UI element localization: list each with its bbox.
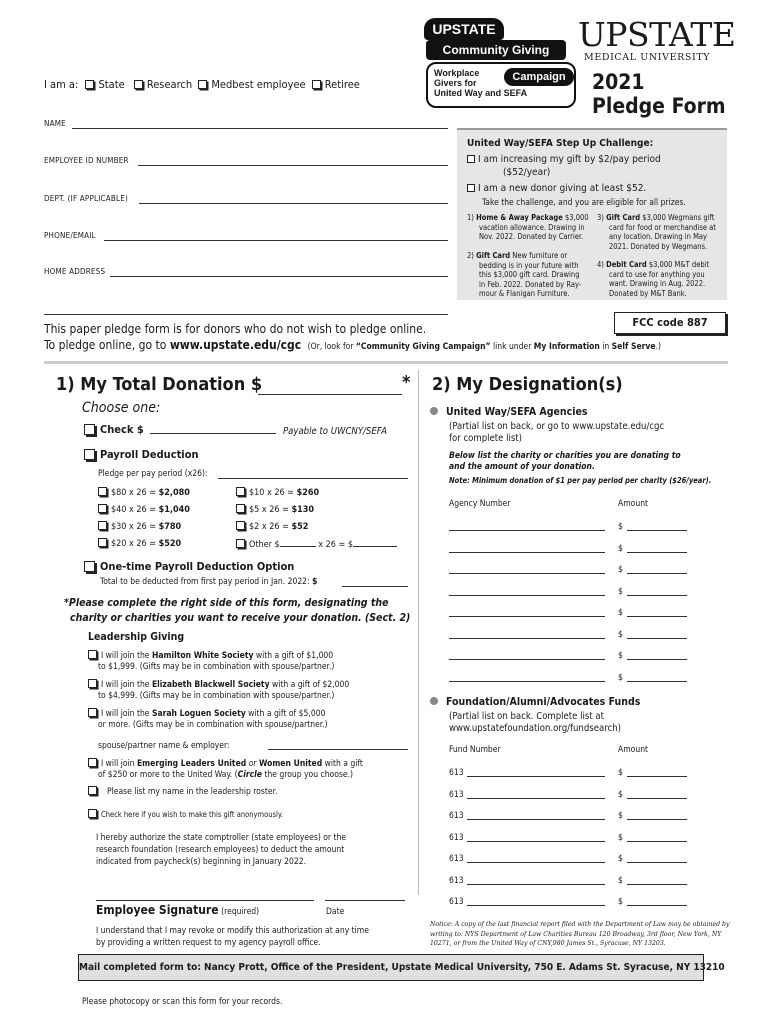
dept-label: DEPT. (IF APPLICABLE) xyxy=(44,194,128,203)
prize-1: 1) Home & Away Package $3,000 vacation allowance. Drawing in Nov. 2022. Donated by Carrier. xyxy=(467,213,589,241)
fund-amount-field[interactable] xyxy=(627,852,687,863)
photocopy-note: Please photocopy or scan this form for your records. xyxy=(82,997,283,1007)
phone-email-field[interactable] xyxy=(104,230,448,241)
community-giving-logo xyxy=(418,18,578,108)
signature-field[interactable] xyxy=(96,887,314,901)
logo-community-giving-pill: Community Giving xyxy=(426,40,566,60)
logo-workplace-box: Workplace Givers for United Way and SEFA Campaign xyxy=(426,62,576,108)
anonymous-option[interactable]: Check here if you wish to make this gift anonymously. xyxy=(88,809,283,819)
agency-number-field[interactable] xyxy=(449,563,605,574)
agency-amount-field[interactable] xyxy=(627,606,687,617)
revoke-text: I understand that I may revoke or modify this authorization at any time by providing a written request to my agency payroll office. xyxy=(96,926,369,948)
agency-amount-field[interactable] xyxy=(627,671,687,682)
pledge-online-link[interactable]: www.upstate.edu/cgc xyxy=(169,338,302,352)
hamilton-white-option[interactable]: I will join the Hamilton White Society with a gift of $1,000 to $1,999. (Gifts may be in combination with spouse/partner.) xyxy=(88,650,334,673)
amount-40[interactable]: $40 x 26 = $1,040 xyxy=(98,504,190,515)
agency-number-field[interactable] xyxy=(449,649,605,660)
dollar-sign: $ xyxy=(618,543,623,554)
fund-prefix: 613 xyxy=(449,811,464,821)
dollar-sign: $ xyxy=(618,768,623,778)
fund-number-field[interactable] xyxy=(467,895,605,906)
payroll-deduction-option[interactable]: Payroll Deduction xyxy=(84,448,199,461)
section1-title: 1) My Total Donation $ xyxy=(56,374,263,395)
logo-campaign-pill: Campaign xyxy=(504,68,574,86)
dollar-sign: $ xyxy=(618,565,623,575)
step-up-challenge-box: United Way/SEFA Step Up Challenge: I am increasing my gift by $2/pay period ($52/year) I am a new donor giving at least $52. Take the challenge, and you are eligible for all prizes. 1) Home & Away Package $3,000 vacation allowance. Drawing in Nov. 2022. Donated by Carrier. 3) Gift Card $3,000 Wegmans gift card for food or merchandise at any location. Drawing in May 2021. Donated by Wegmans. 2) Gift Card New furniture or bedding is in your future with this $3,000 gift card. Drawing in Feb. 2022. Donated by Ray- mour & Flanigan Furniture. 4) Debit Card $3,000 M&T debit card to use for anything you want. Drawing in Aug. 2022. Donated by M&T Bank. xyxy=(457,128,727,300)
state-checkbox[interactable]: State xyxy=(85,78,124,91)
fund-prefix: 613 xyxy=(449,768,464,778)
agency-amount-field[interactable] xyxy=(627,585,687,596)
dollar-sign: $ xyxy=(618,629,623,640)
section-divider xyxy=(44,361,728,364)
agency-number-field[interactable] xyxy=(449,606,605,617)
sarah-loguen-option[interactable]: I will join the Sarah Loguen Society with a gift of $5,000 or more. (Gifts may be in combination with spouse/partner.) xyxy=(88,708,328,731)
name-label: NAME xyxy=(44,119,66,128)
page-title: 2021 Pledge Form xyxy=(592,70,726,118)
spouse-field[interactable] xyxy=(268,740,408,750)
fund-amount-field[interactable] xyxy=(627,809,687,820)
roster-option[interactable]: Please list my name in the leadership roster. xyxy=(88,786,277,797)
fund-number-field[interactable] xyxy=(467,874,605,885)
fund-prefix: 613 xyxy=(449,897,464,907)
dollar-sign: $ xyxy=(618,522,623,532)
emerging-leaders-option[interactable]: I will join Emerging Leaders United or Women United with a gift of $250 or more to the United Way. (Circle the group you choose.) xyxy=(88,758,363,781)
pledge-per-field[interactable] xyxy=(218,468,408,479)
agency-number-field[interactable] xyxy=(449,542,605,553)
foundation-title: Foundation/Alumni/Advocates Funds xyxy=(430,696,640,708)
amount-other[interactable]: Other $ x 26 = $ xyxy=(236,538,397,550)
dollar-sign: $ xyxy=(618,789,623,800)
dollar-sign: $ xyxy=(618,811,623,821)
other-total-field[interactable] xyxy=(353,538,397,547)
complete-right-note: *Please complete the right side of this form, designating the charity or charities you want to receive your donation. (Sect. 2) xyxy=(64,597,411,624)
phone-email-label: PHONE/EMAIL xyxy=(44,231,96,240)
dept-field[interactable] xyxy=(139,193,448,204)
notice-text: Notice: A copy of the last financial report filed with the Department of Law may be obtained by writing to: NYS Department of Law Charities Bureau 120 Broadway, 3rd floor, New York, NY 10271, or from the United Way of CNY,980 James St., Syracuse, NY 13203. xyxy=(430,921,730,947)
agency-number-field[interactable] xyxy=(449,520,605,531)
i-am-a-row: I am a: State Research Medbest employee Retiree xyxy=(44,78,360,91)
amount-5[interactable]: $5 x 26 = $130 xyxy=(236,504,314,515)
check-amount-field[interactable] xyxy=(150,422,276,434)
dollar-sign: $ xyxy=(618,897,623,907)
fund-amount-field[interactable] xyxy=(627,788,687,799)
fund-amount-field[interactable] xyxy=(627,831,687,842)
amount-2[interactable]: $2 x 26 = $52 xyxy=(236,521,308,532)
fund-prefix: 613 xyxy=(449,875,464,886)
home-address-field[interactable] xyxy=(110,266,448,277)
agency-amount-field[interactable] xyxy=(627,628,687,639)
column-divider xyxy=(418,370,419,895)
agency-number-field[interactable] xyxy=(449,628,605,639)
research-checkbox[interactable]: Research xyxy=(134,78,192,91)
home-address-field-2[interactable] xyxy=(44,304,448,315)
date-field[interactable] xyxy=(325,887,405,901)
fund-amount-field[interactable] xyxy=(627,874,687,885)
total-donation-field[interactable] xyxy=(258,376,402,395)
elizabeth-blackwell-option[interactable]: I will join the Elizabeth Blackwell Society with a gift of $2,000 to $4,999. (Gifts may be in combination with spouse/partner.) xyxy=(88,679,349,702)
employee-id-field[interactable] xyxy=(138,155,448,166)
fund-number-field[interactable] xyxy=(467,788,605,799)
fund-prefix: 613 xyxy=(449,832,464,843)
other-amount-field[interactable] xyxy=(280,538,316,547)
challenge-increase-checkbox[interactable]: I am increasing my gift by $2/pay period ($52/year) xyxy=(467,153,661,179)
agency-amount-field[interactable] xyxy=(627,520,687,531)
dollar-sign: $ xyxy=(618,672,623,683)
amount-80[interactable]: $80 x 26 = $2,080 xyxy=(98,487,190,498)
dollar-sign: $ xyxy=(618,875,623,886)
logo-upstate-pill: UPSTATE xyxy=(424,18,504,40)
agency-amount-field[interactable] xyxy=(627,649,687,660)
fund-number-field[interactable] xyxy=(467,766,605,777)
check-option[interactable]: Check $ xyxy=(84,423,144,436)
home-address-label: HOME ADDRESS xyxy=(44,267,106,276)
fund-prefix: 613 xyxy=(449,789,464,800)
mail-to-box: Mail completed form to: Nancy Prott, Office of the President, Upstate Medical University, 750 E. Adams St. Syracuse, NY 13210 xyxy=(78,954,704,981)
prize-4: 4) Debit Card $3,000 M&T debit card to use for anything you want. Drawing in Aug. 2022. Donated by M&T Bank. xyxy=(597,260,710,298)
fund-amount-field[interactable] xyxy=(627,895,687,906)
onetime-amount-field[interactable] xyxy=(342,576,408,587)
agency-number-field[interactable] xyxy=(449,585,605,596)
medbest-checkbox[interactable]: Medbest employee xyxy=(198,78,305,91)
employee-id-label: EMPLOYEE ID NUMBER xyxy=(44,156,129,165)
upstate-medical-logo: UPSTATE MEDICAL UNIVERSITY xyxy=(578,15,736,63)
retiree-checkbox[interactable]: Retiree xyxy=(312,78,360,91)
challenge-new-donor-checkbox[interactable]: I am a new donor giving at least $52. xyxy=(467,183,646,194)
authorization-text: I hereby authorize the state comptroller (state employees) or the research foundation (research employees) to deduct the amount indicated from paycheck(s) beginning in January 2022. xyxy=(96,833,347,867)
fund-prefix: 613 xyxy=(449,854,464,864)
fund-number-field[interactable] xyxy=(467,831,605,842)
bullet-icon xyxy=(430,407,438,415)
name-field[interactable] xyxy=(72,118,448,129)
fund-amount-field[interactable] xyxy=(627,766,687,777)
dollar-sign: $ xyxy=(618,832,623,843)
dollar-sign: $ xyxy=(618,608,623,618)
bullet-icon xyxy=(430,697,438,705)
dollar-sign: $ xyxy=(618,651,623,661)
prize-2: 2) Gift Card New furniture or bedding is in your future with this $3,000 gift card. Drawing in Feb. 2022. Donated by Ray- mour & Flanigan Furniture. xyxy=(467,251,582,298)
dollar-sign: $ xyxy=(618,854,623,864)
agency-number-field[interactable] xyxy=(449,671,605,682)
amount-30[interactable]: $30 x 26 = $780 xyxy=(98,521,181,532)
fund-number-field[interactable] xyxy=(467,852,605,863)
amount-20[interactable]: $20 x 26 = $520 xyxy=(98,538,181,549)
onetime-option[interactable]: One-time Payroll Deduction Option xyxy=(84,560,294,573)
fund-number-field[interactable] xyxy=(467,809,605,820)
fcc-code-box: FCC code 887 xyxy=(614,312,726,334)
amount-10[interactable]: $10 x 26 = $260 xyxy=(236,487,319,498)
prize-3: 3) Gift Card $3,000 Wegmans gift card for food or merchandise at any location. Drawing in May 2021. Donated by Wegmans. xyxy=(597,213,716,251)
united-way-title: United Way/SEFA Agencies xyxy=(430,406,588,418)
agency-amount-field[interactable] xyxy=(627,563,687,574)
dollar-sign: $ xyxy=(618,586,623,597)
agency-amount-field[interactable] xyxy=(627,542,687,553)
section2-title: 2) My Designation(s) xyxy=(432,374,623,395)
online-info: This paper pledge form is for donors who do not wish to pledge online. To pledge online, go to www.upstate.edu/cgc (Or, look for “Community Giving Campaign” link under My Information in Self Serve.) xyxy=(44,322,662,352)
